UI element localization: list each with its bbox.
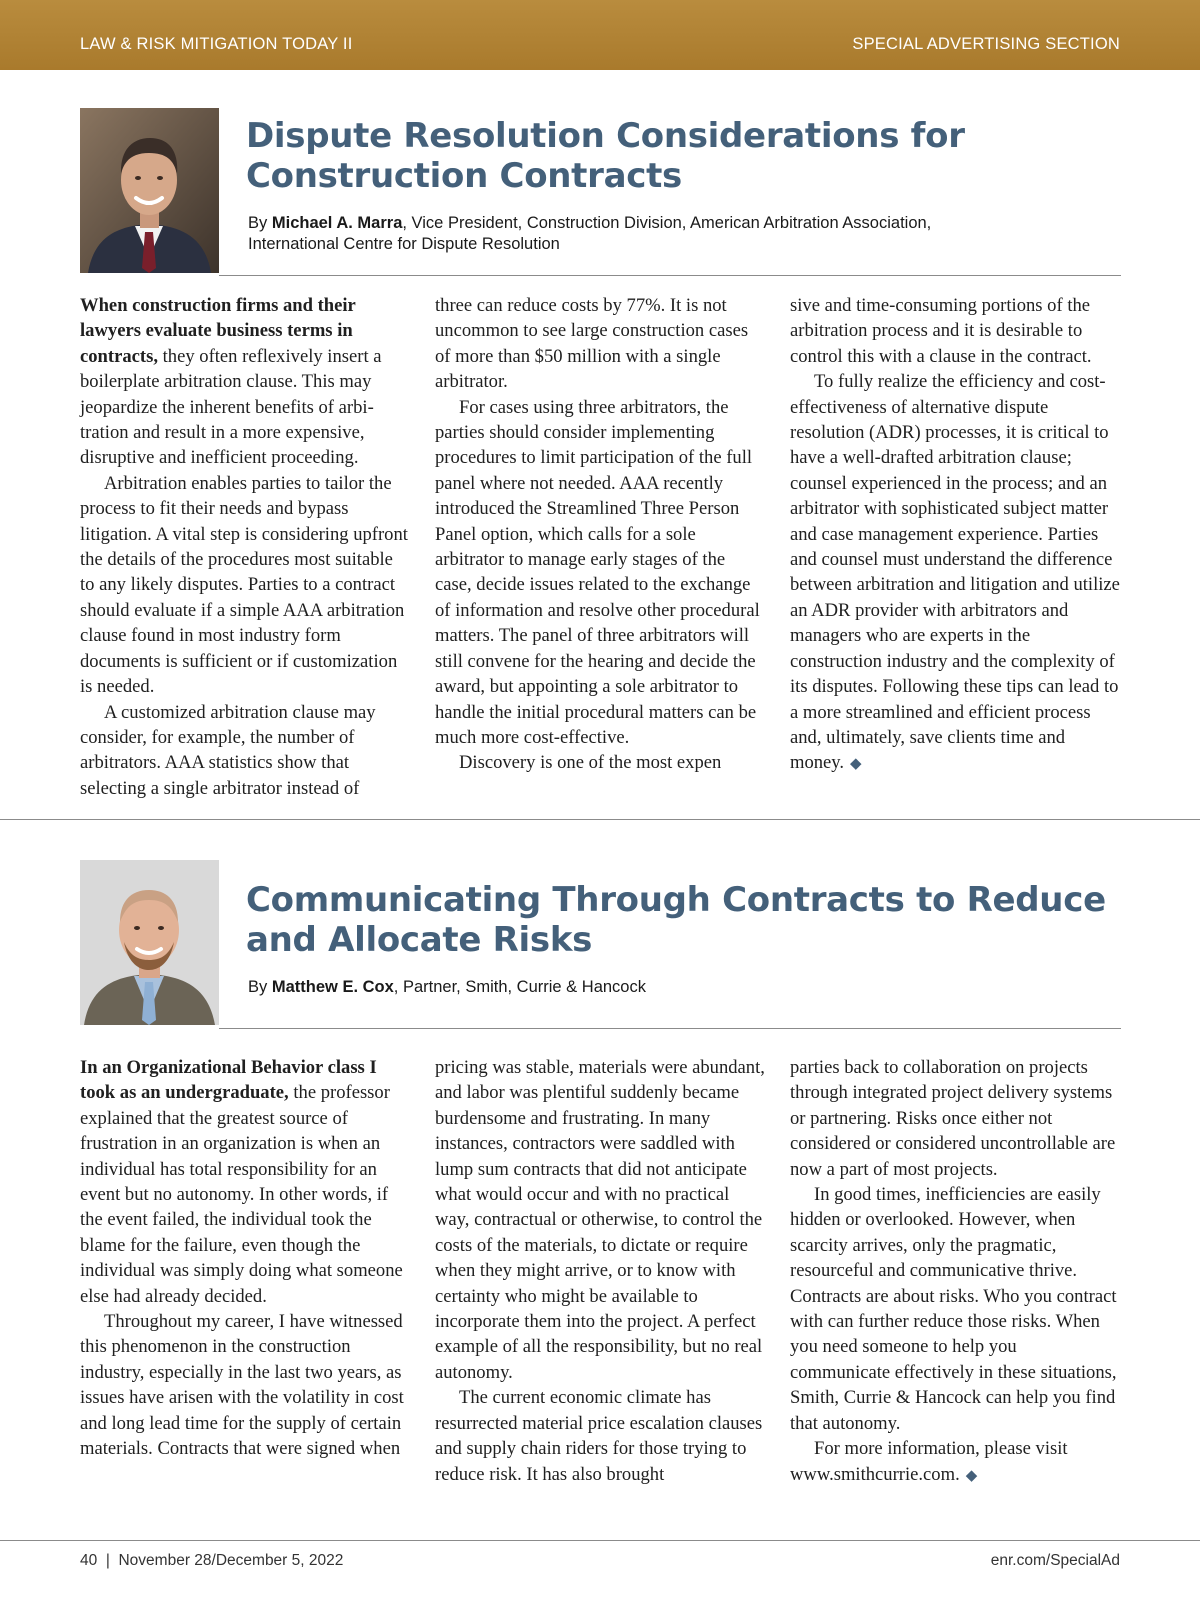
footer-url: enr.com/SpecialAd [990, 1552, 1120, 1569]
paragraph: In good times, inefficiencies are easily hidden or overlooked. However, when scarcity arrives, only the pragmatic, resourceful and communicative thrive. Contracts are about risks. Who you contract with can further reduce those risks. When you need someone to help you communicate effectively in these situations, Smith, Currie & Hancock can help you find that autonomy. [790, 1184, 1117, 1434]
article-divider [0, 819, 1200, 820]
lead-in: In an Organizational Behavior class I took as an undergraduate, [80, 1057, 377, 1104]
diamond-end-icon: ◆ [965, 1467, 978, 1484]
paragraph: To fully realize the efficiency and cost-effectiveness of alternative dispute resolution (ADR) processes, it is critical to have a well-drafted arbitration clause; counsel experienced in the process; and an arbitrator with sophisticated subject matter and case management experience. Parties and counsel must understand the difference between arbitration and litigation and utilize an ADR provider with arbitrators and managers who are experts in the construction industry and the complexity of its disputes. Following these tips can lead to a more streamlined and efficient process and, ultimately, save clients time and money. ◆ [790, 371, 1120, 774]
diamond-end-icon: ◆ [850, 756, 862, 773]
paragraph: For more information, please visit www.smithcurrie.com. ◆ [790, 1438, 1068, 1485]
section-header-bar [0, 0, 1200, 70]
advertising-section-label: SPECIAL ADVERTISING SECTION [852, 35, 1120, 53]
paragraph: parties back to collaboration on projects through integrated project delivery systems or partnering. Risks once either not considered or considered uncontrollable are now a part of most projects. [790, 1057, 1116, 1180]
lead-in: When construction firms and their lawyers evaluate business terms in contracts, [80, 295, 356, 367]
paragraph: Discovery is one of the most expen [459, 752, 722, 774]
article2-headline: Communicating Through Contracts to Reduce and Allocate Risks [246, 880, 1106, 960]
paragraph: sive and time-consuming portions of the arbitration process and it is desirable to control this with a clause in the contract. [790, 295, 1092, 367]
author-photo-marra [80, 108, 219, 273]
paragraph: Arbitration enables parties to tailor the process to fit their needs and bypass litigation. A vital step is considering upfront the details of the procedures most suitable to any likely disputes. Parties to a contract should evaluate if a simple AAA arbitration clause found in most industry form documents is sufficient or if customization is needed. [80, 472, 408, 698]
byline-divider [219, 1028, 1121, 1029]
article2-column-1 [80, 1055, 410, 1462]
byline-divider [219, 275, 1121, 276]
article1-column-2 [435, 293, 765, 776]
paragraph: Throughout my career, I have witnessed this phenomenon in the construction industry, especially in the last two years, as issues have arisen with the volatility in cost and long lead time for the supply of certain materials. Contracts that were signed when [80, 1311, 404, 1460]
article1-byline: By Michael A. Marra, Vice President, Construction Division, American Arbitration Association, International Centre for Dispute Resolution [248, 214, 932, 253]
paragraph: For cases using three arbitrators, the parties should consider implementing procedures to limit participation of the full panel where not needed. AAA recently introduced the Streamlined Three Person Panel option, which calls for a sole arbitrator to manage early stages of the case, decide issues related to the exchange of information and resolve other procedural matters. The panel of three arbitrators will still convene for the hearing and decide the award, but appointing a sole arbitrator to handle the initial procedural matters can be much more cost-effective. [435, 396, 760, 748]
article1-column-1 [80, 293, 410, 801]
article2-column-2 [435, 1055, 765, 1487]
article1-headline: Dispute Resolution Considerations for Construction Contracts [246, 116, 965, 196]
paragraph: three can reduce costs by 77%. It is not uncommon to see large construction cases of more than $50 million with a single arbitrator. [435, 295, 749, 393]
author-photo-cox [80, 860, 219, 1025]
article2-column-3 [790, 1055, 1120, 1489]
paragraph: In an Organizational Behavior class I took as an undergraduate, the professor explained that the greatest source of frustration in an organization is when an individual has total responsibility for an event but no autonomy. In other words, if the event failed, the individual took the blame for the failure, even though the individual was simply doing what someone else had already decided. [80, 1057, 403, 1307]
paragraph: pricing was stable, materials were abundant, and labor was plentiful suddenly became burdensome and frustrating. In many instances, contractors were saddled with lump sum contracts that did not anticipate what would occur and with no practical way, contractual or otherwise, to control the costs of the materials, to dictate or require when they might arrive, or to know with certainty who might be available to incorporate them into the project. A perfect example of all the responsibility, but no real autonomy. [435, 1057, 765, 1383]
portrait-icon [80, 108, 219, 273]
portrait-icon [80, 860, 219, 1025]
publication-section-title: LAW & RISK MITIGATION TODAY II [80, 35, 353, 53]
paragraph: A customized arbitration clause may consider, for example, the number of arbitrators. AAA statistics show that selecting a single arbitrator instead of [80, 701, 376, 799]
author-name: Matthew E. Cox [271, 978, 394, 996]
page-number-and-date: 40 | November 28/December 5, 2022 [80, 1552, 344, 1569]
article2-byline: By Matthew E. Cox, Partner, Smith, Currie & Hancock [248, 978, 646, 996]
author-name: Michael A. Marra [271, 214, 403, 232]
paragraph: When construction firms and their lawyers evaluate business terms in contracts, they often reflexively insert a boilerplate arbitration clause. This may jeopardize the inherent benefits of arbitration and result in a more expensive, disruptive and inefficient proceeding. [80, 295, 382, 469]
article1-column-3 [790, 293, 1120, 778]
footer-divider [0, 1540, 1200, 1541]
paragraph: The current economic climate has resurrected material price escalation clauses and supply chain riders for those trying to reduce risk. It has also brought [435, 1387, 763, 1485]
